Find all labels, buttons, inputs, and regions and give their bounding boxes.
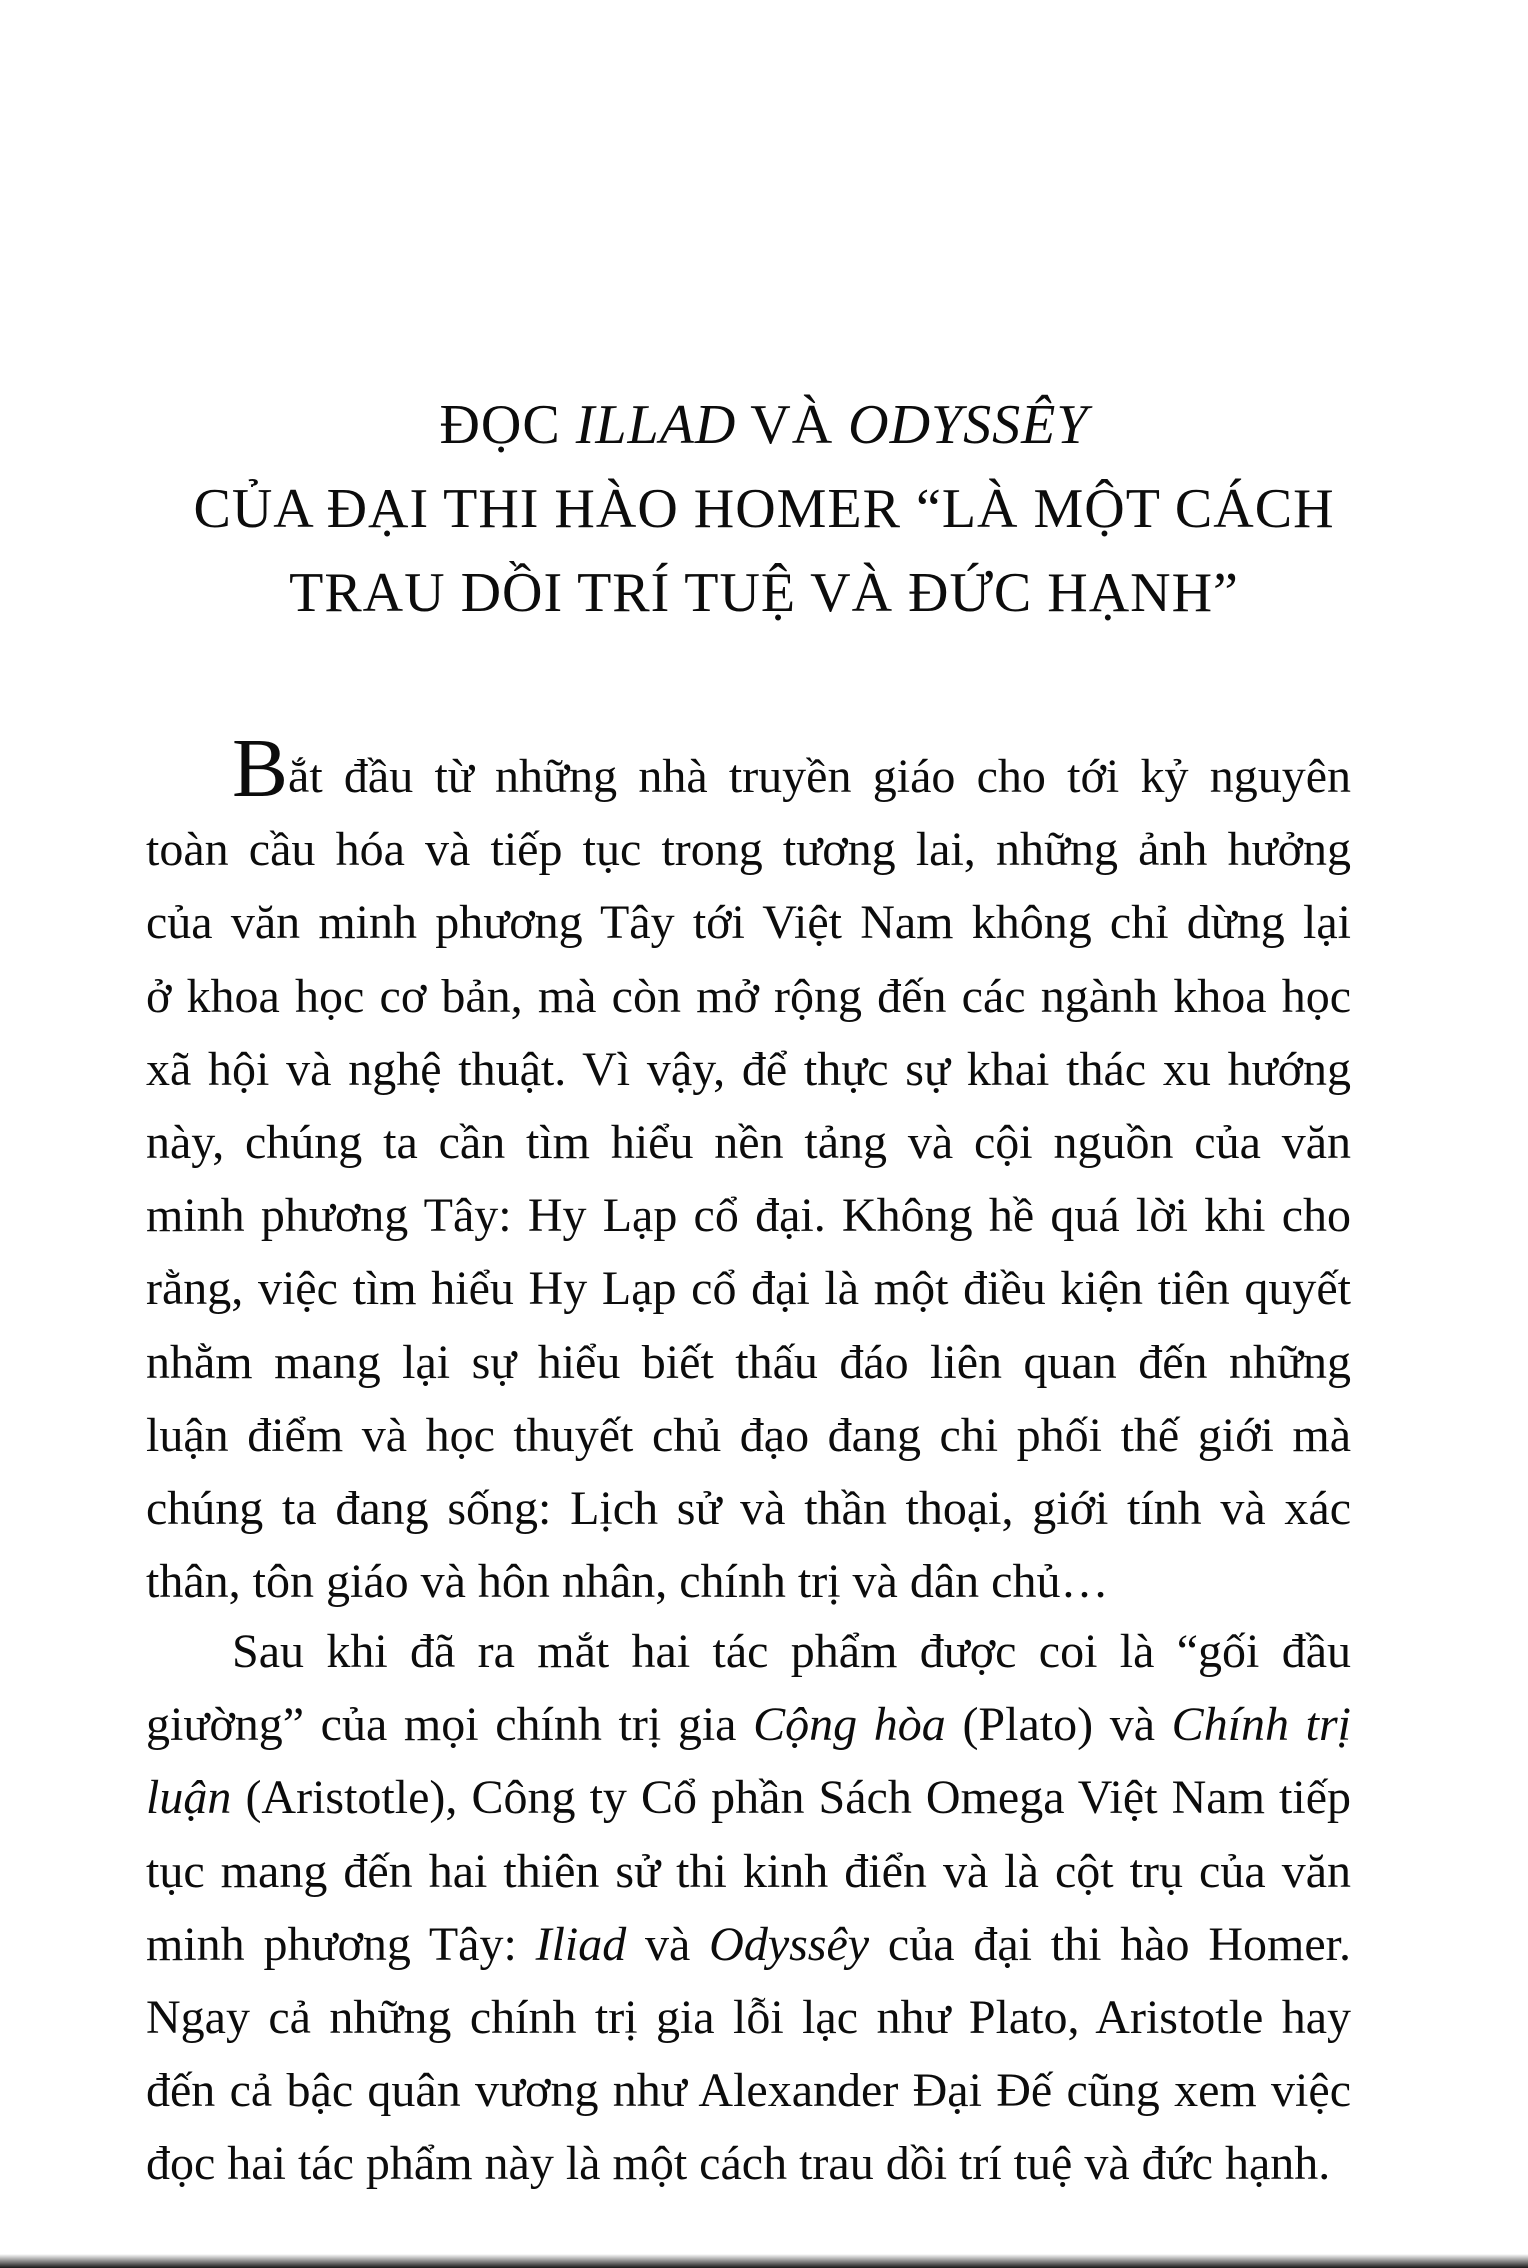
title-italic-iliad: ILLAD bbox=[575, 394, 737, 456]
paragraph-line: của văn minh phương Tây tới Việt Nam không chỉ dừng lại bbox=[146, 896, 1351, 950]
paragraph-line: đọc hai tác phẩm này là một cách trau dồi trí tuệ và đức hạnh. bbox=[146, 2137, 1331, 2191]
title-text: ĐỌC bbox=[439, 394, 576, 456]
paragraph-line: minh phương Tây: Hy Lạp cổ đại. Không hề quá lời khi cho bbox=[146, 1189, 1351, 1243]
line-text: (Aristotle), Công ty Cổ phần Sách Omega Việt Nam tiếp bbox=[231, 1771, 1351, 1825]
paragraph-line: Ngay cả những chính trị gia lỗi lạc như Plato, Aristotle hay bbox=[146, 1991, 1351, 2045]
line-text: (Plato) và bbox=[945, 1698, 1172, 1752]
italic-book-title: Iliad bbox=[535, 1917, 627, 1971]
paragraph-line: rằng, việc tìm hiểu Hy Lạp cổ đại là một điều kiện tiên quyết bbox=[146, 1262, 1351, 1316]
paragraph-line bbox=[146, 1688, 1351, 1761]
italic-book-title: Cộng hòa bbox=[753, 1698, 946, 1752]
chapter-title bbox=[120, 383, 1408, 635]
title-text: VÀ bbox=[736, 394, 849, 456]
italic-book-title: Odyssêy bbox=[709, 1917, 870, 1971]
paragraph-line bbox=[146, 1615, 1351, 1688]
italic-book-title: Chính trị bbox=[1171, 1698, 1352, 1752]
paragraph-line: ở khoa học cơ bản, mà còn mở rộng đến các ngành khoa học bbox=[146, 969, 1351, 1023]
line-text: và bbox=[626, 1917, 710, 1971]
line-text: minh phương Tây: bbox=[146, 1917, 536, 1971]
title-line-1 bbox=[120, 383, 1408, 467]
drop-cap: B bbox=[232, 722, 289, 815]
title-line-3: TRAU DỒI TRÍ TUỆ VÀ ĐỨC HẠNH” bbox=[289, 562, 1239, 624]
paragraph-line bbox=[146, 1761, 1351, 1834]
paragraph-line: đến cả bậc quân vương như Alexander Đại Đế cũng xem việc bbox=[146, 2064, 1351, 2118]
paragraph-line: xã hội và nghệ thuật. Vì vậy, để thực sự khai thác xu hướng bbox=[146, 1042, 1351, 1096]
paragraph-line: này, chúng ta cần tìm hiểu nền tảng và cội nguồn của văn bbox=[146, 1116, 1351, 1170]
page-bottom-edge bbox=[0, 2254, 1528, 2268]
line-text: Sau khi đã ra mắt hai tác phẩm được coi là “gối đầu bbox=[232, 1625, 1351, 1678]
line-text: ắt đầu từ những nhà truyền giáo cho tới kỷ nguyên bbox=[288, 750, 1351, 803]
paragraph-line: nhằm mang lại sự hiểu biết thấu đáo liên quan đến những bbox=[146, 1335, 1351, 1389]
paragraph-line: chúng ta đang sống: Lịch sử và thần thoại, giới tính và xác bbox=[146, 1482, 1351, 1536]
paragraph-1 bbox=[146, 722, 1351, 1618]
paragraph-line bbox=[146, 1908, 1351, 1981]
paragraph-line: thân, tôn giáo và hôn nhân, chính trị và dân chủ… bbox=[146, 1555, 1109, 1609]
title-line-2: CỦA ĐẠI THI HÀO HOMER “LÀ MỘT CÁCH bbox=[193, 478, 1335, 540]
paragraph-line bbox=[146, 722, 1351, 815]
paragraph-line: tục mang đến hai thiên sử thi kinh điển và là cột trụ của văn bbox=[146, 1844, 1351, 1898]
paragraph-2 bbox=[146, 1615, 1351, 2201]
paragraph-line: toàn cầu hóa và tiếp tục trong tương lai, những ảnh hưởng bbox=[146, 823, 1351, 877]
paragraph-line: luận điểm và học thuyết chủ đạo đang chi phối thế giới mà bbox=[146, 1408, 1351, 1462]
line-text: giường” của mọi chính trị gia bbox=[146, 1698, 754, 1752]
italic-book-title: luận bbox=[146, 1771, 232, 1825]
title-italic-odyssey: ODYSSÊY bbox=[848, 394, 1089, 456]
line-text: của đại thi hào Homer. bbox=[869, 1917, 1351, 1971]
